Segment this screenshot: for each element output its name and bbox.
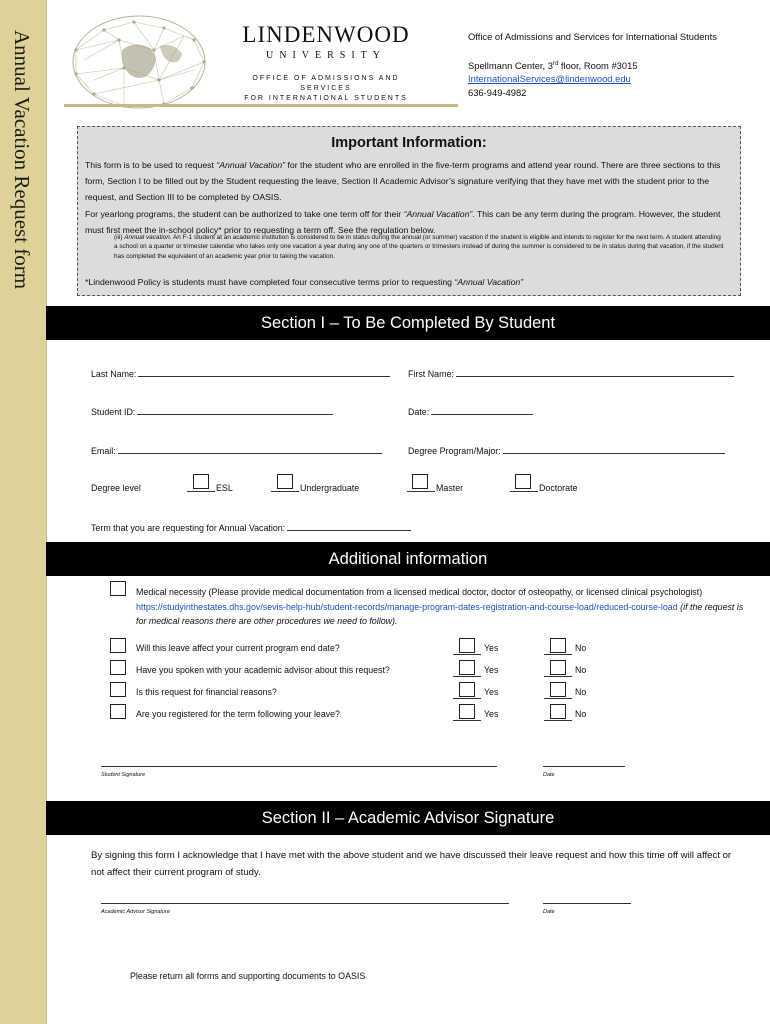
esl-underline xyxy=(187,490,215,492)
q1-no-label: No xyxy=(575,643,587,653)
email-link[interactable]: InternationalServices@lindenwood.edu xyxy=(468,73,631,85)
advisor-signature-label: Academic Advisor Signature xyxy=(101,909,170,915)
master-checkbox[interactable] xyxy=(412,474,428,489)
q2-yes-underline xyxy=(453,675,481,677)
office-title: Office of Admissions and Services for International Students xyxy=(468,31,717,42)
student-signature-line[interactable] xyxy=(101,766,497,767)
policy-note: *Lindenwood Policy is students must have completed four consecutive terms prior to requesting “Annual Vacation” xyxy=(85,277,524,287)
undergraduate-label: Undergraduate xyxy=(300,483,360,493)
q2-no-underline xyxy=(544,675,572,677)
return-instructions: Please return all forms and supporting documents to OASIS xyxy=(130,971,366,981)
regulation-citation: (iii) Annual vacation. An F-1 student at an academic institution is considered to be in status during the annual (or summer) vacation if the student is eligible and intends to register for the next term. A student attending a school on a quarter or trimester calendar who takes only one vacation a year during any one of the quarters or trimesters instead of during the summer is considered to be in status during that vacation, if the student has completed the equivalent of an academic year prior to taking the vacation. xyxy=(114,234,724,260)
question-2-checkbox[interactable] xyxy=(110,660,126,675)
doctorate-checkbox[interactable] xyxy=(515,474,531,489)
q4-yes-underline xyxy=(453,719,481,721)
q1-yes-underline xyxy=(453,653,481,655)
q3-no-label: No xyxy=(575,687,587,697)
undergraduate-underline xyxy=(271,490,299,492)
student-signature-label: Student Signature xyxy=(101,772,146,778)
degree-level-label: Degree level xyxy=(91,483,141,493)
advisor-signature-line[interactable] xyxy=(101,903,509,904)
question-4-checkbox[interactable] xyxy=(110,704,126,719)
q4-yes-checkbox[interactable] xyxy=(459,704,475,719)
student-date-line[interactable] xyxy=(543,766,625,767)
medical-necessity-checkbox[interactable] xyxy=(110,581,126,596)
phone: 636-949-4982 xyxy=(468,86,527,98)
q1-no-checkbox[interactable] xyxy=(550,638,566,653)
advisor-date-line[interactable] xyxy=(543,903,631,904)
section2-header: Section II – Academic Advisor Signature xyxy=(46,801,770,835)
question-1-text: Will this leave affect your current program end date? xyxy=(136,643,340,653)
q3-yes-underline xyxy=(453,697,481,699)
degree-program-field[interactable]: Degree Program/Major: xyxy=(408,444,725,456)
section1-header: Section I – To Be Completed By Student xyxy=(46,306,770,340)
question-4-text: Are you registered for the term following your leave? xyxy=(136,709,340,719)
office-line-1: OFFICE OF ADMISSIONS AND SERVICES xyxy=(252,75,400,92)
undergraduate-checkbox[interactable] xyxy=(277,474,293,489)
medical-necessity-text: Medical necessity (Please provide medical documentation from a licensed medical doctor, doctor of osteopathy, or licensed clinical psychologist) https://studyinthestates.dhs.gov/sevis-help-hub/student-records/manage-program-dates-registration-and-course-load/reduced-course-load (if the request is for medical reasons there are other procedures we need to follow). xyxy=(136,587,744,626)
question-2-text: Have you spoken with your academic advisor about this request? xyxy=(136,665,390,675)
first-name-field[interactable]: First Name: xyxy=(408,367,734,379)
esl-label: ESL xyxy=(216,483,233,493)
q2-no-checkbox[interactable] xyxy=(550,660,566,675)
q4-no-underline xyxy=(544,719,572,721)
office-line-2: FOR INTERNATIONAL STUDENTS xyxy=(244,95,408,102)
info-title: Important Information: xyxy=(331,135,487,151)
info-paragraph: This form is to be used to request “Annual Vacation” for the student who are enrolled in the five-term programs and attend year round. There are three sections to this form, Section I to be filled out by the Student requesting the leave, Section II Academic Advisor’s signature verifying that they have met with the student prior to the request, and Section III to be completed by OASIS. For yearlong programs, the student can be authorized to take one term off for their “Annual Vacation”. This can be any term during the program. However, the student must first meet the in-school policy* prior to requesting a term off. See the regulation below. xyxy=(85,160,721,235)
term-field[interactable]: Term that you are requesting for Annual Vacation: xyxy=(91,521,411,533)
reduced-course-load-link[interactable]: https://studyinthestates.dhs.gov/sevis-help-hub/student-records/manage-program-dates-registration-and-course-load/reduced-course-load xyxy=(136,601,678,612)
q2-no-label: No xyxy=(575,665,587,675)
question-1-checkbox[interactable] xyxy=(110,638,126,653)
q3-no-underline xyxy=(544,697,572,699)
office-name xyxy=(230,74,422,104)
q2-yes-checkbox[interactable] xyxy=(459,660,475,675)
question-3-checkbox[interactable] xyxy=(110,682,126,697)
advisor-date-label: Date xyxy=(543,909,555,915)
form-title-vertical: Annual Vacation Request form xyxy=(10,30,34,290)
q3-yes-checkbox[interactable] xyxy=(459,682,475,697)
q2-yes-label: Yes xyxy=(484,665,499,675)
esl-checkbox[interactable] xyxy=(193,474,209,489)
q4-no-label: No xyxy=(575,709,587,719)
email-field[interactable]: Email: xyxy=(91,444,382,456)
address: Spellmann Center, 3rd floor, Room #3015 xyxy=(468,59,638,71)
q1-no-underline xyxy=(544,653,572,655)
globe-logo xyxy=(64,10,214,110)
additional-info-header: Additional information xyxy=(46,542,770,576)
q1-yes-checkbox[interactable] xyxy=(459,638,475,653)
university-label: UNIVERSITY xyxy=(266,50,386,61)
q4-no-checkbox[interactable] xyxy=(550,704,566,719)
important-info-box xyxy=(77,126,741,296)
student-id-field[interactable]: Student ID: xyxy=(91,405,333,417)
doctorate-label: Doctorate xyxy=(539,483,578,493)
q4-yes-label: Yes xyxy=(484,709,499,719)
contact-block xyxy=(468,30,717,99)
last-name-field[interactable]: Last Name: xyxy=(91,367,390,379)
logo-divider xyxy=(64,104,458,107)
date-field[interactable]: Date: xyxy=(408,405,533,417)
q1-yes-label: Yes xyxy=(484,643,499,653)
question-3-text: Is this request for financial reasons? xyxy=(136,687,277,697)
doctorate-underline xyxy=(510,490,538,492)
student-date-label: Date xyxy=(543,772,555,778)
master-label: Master xyxy=(436,483,464,493)
sidebar xyxy=(0,0,47,1024)
q3-no-checkbox[interactable] xyxy=(550,682,566,697)
q3-yes-label: Yes xyxy=(484,687,499,697)
acknowledgement-text: By signing this form I acknowledge that I have met with the above student and we have discussed their leave request and how this time off will affect or not affect their current program of study. xyxy=(91,850,732,878)
university-name: LINDENWOOD xyxy=(242,22,410,47)
master-underline xyxy=(407,490,435,492)
